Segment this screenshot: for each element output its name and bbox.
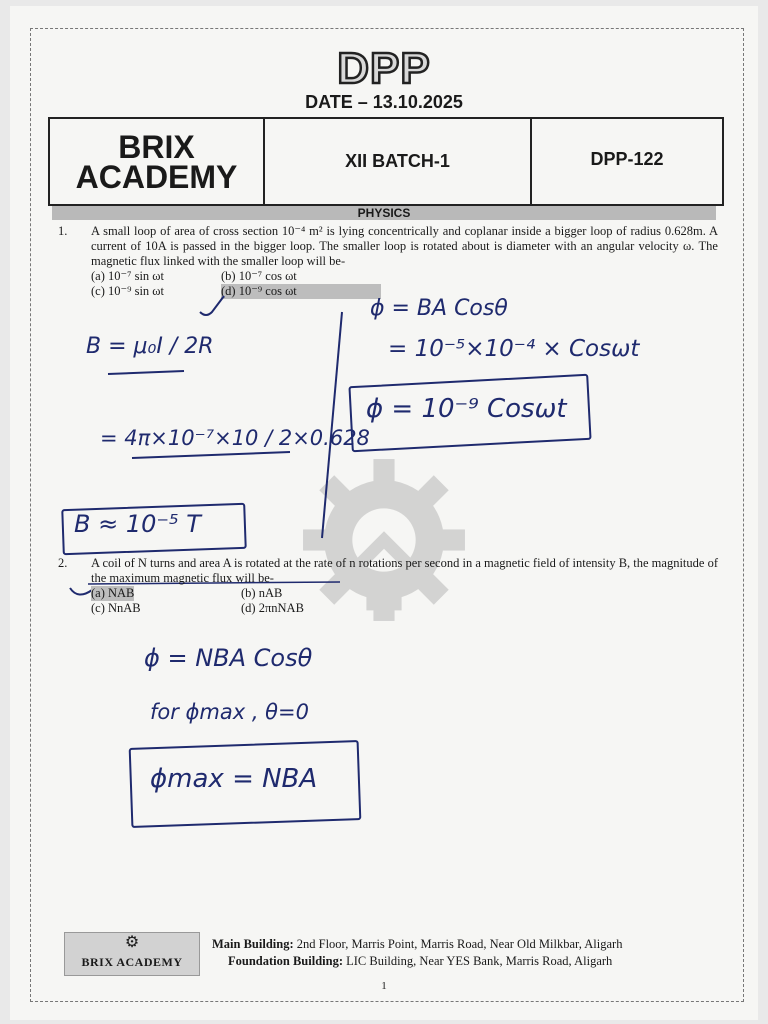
option-b: (b) 10⁻⁷ cos ωt [221,269,297,283]
options-list [91,586,718,616]
page-number: 1 [381,980,387,992]
main-building-line [212,936,622,953]
hw-q1-right-line2: = 10⁻⁵×10⁻⁴ × Cosωt [388,336,640,362]
brand-line-2: ACADEMY [75,158,238,195]
option-d: (d) 2πnNAB [241,601,304,615]
footer-addresses [212,936,622,970]
question-text: A small loop of area of cross section 10⁻⁴ m² is lying concentrically and coplanar inside a bigger loop of radius 0.628m. A current of 10A is passed in the bigger loop. The smaller loop is rotated about is diameter with an angular velocity ω. The magnetic flux linked with the smaller loop will be- [91,224,718,268]
question-number: 2. [58,556,68,570]
hw-q1-answer-b: B ≈ 10⁻⁵ T [74,510,201,538]
fraction-bar-1 [108,371,184,374]
foundation-building-address: LIC Building, Near YES Bank, Marris Road, Aligarh [342,954,613,968]
tick-mark-q1 [200,296,224,315]
hw-q1-right-answer: ϕ = 10⁻⁹ Cosωt [366,394,567,424]
option-a-highlighted: (a) NAB [91,586,135,600]
hw-q2-answer: ϕmax = NBA [150,764,318,794]
main-building-address: 2nd Floor, Marris Point, Marris Road, Near Old Milkbar, Aligarh [293,937,623,951]
hw-q2-line1: ϕ = NBA Cosθ [144,644,313,672]
dpp-code: DPP-122 [590,149,664,169]
question-text: A coil of N turns and area A is rotated at the rate of n rotations per second in a magnetic field of intensity B, the magnitude of the maximum magnetic flux will be- [91,556,718,585]
option-a: (a) 10⁻⁷ sin ωt [91,269,164,283]
hw-q1-line2: = 4π×10⁻⁷×10 / 2×0.628 [100,426,370,450]
option-b: (b) nAB [241,586,283,600]
foundation-building-label: Foundation Building: [228,954,343,968]
footer [64,932,704,976]
foundation-building-line [212,953,622,970]
question-2 [58,556,718,616]
main-building-label: Main Building: [212,937,294,951]
hw-q1-line1: B = μ₀I / 2R [86,334,214,359]
footer-logo [64,932,200,976]
brand-line-1: BRIX [118,128,195,165]
batch-label: XII BATCH-1 [265,119,532,204]
gear-icon: ⚙ [124,934,140,951]
fraction-bar-2 [132,452,290,458]
question-number: 1. [58,224,68,238]
footer-logo-text: BRIX ACADEMY [81,955,183,969]
option-c: (c) NnAB [91,601,141,615]
divider-line [322,312,342,538]
hw-q2-line2: for ϕmax , θ=0 [150,700,309,724]
date-label: DATE – 13.10.2025 [305,92,463,112]
hw-q1-right-line1: ϕ = BA Cosθ [370,296,508,321]
option-d-highlighted: (d) 10⁻⁹ cos ωt [221,284,381,299]
dpp-title: DPP [337,44,431,93]
option-c: (c) 10⁻⁹ sin ωt [91,284,164,298]
subject-bar: PHYSICS [52,206,716,220]
